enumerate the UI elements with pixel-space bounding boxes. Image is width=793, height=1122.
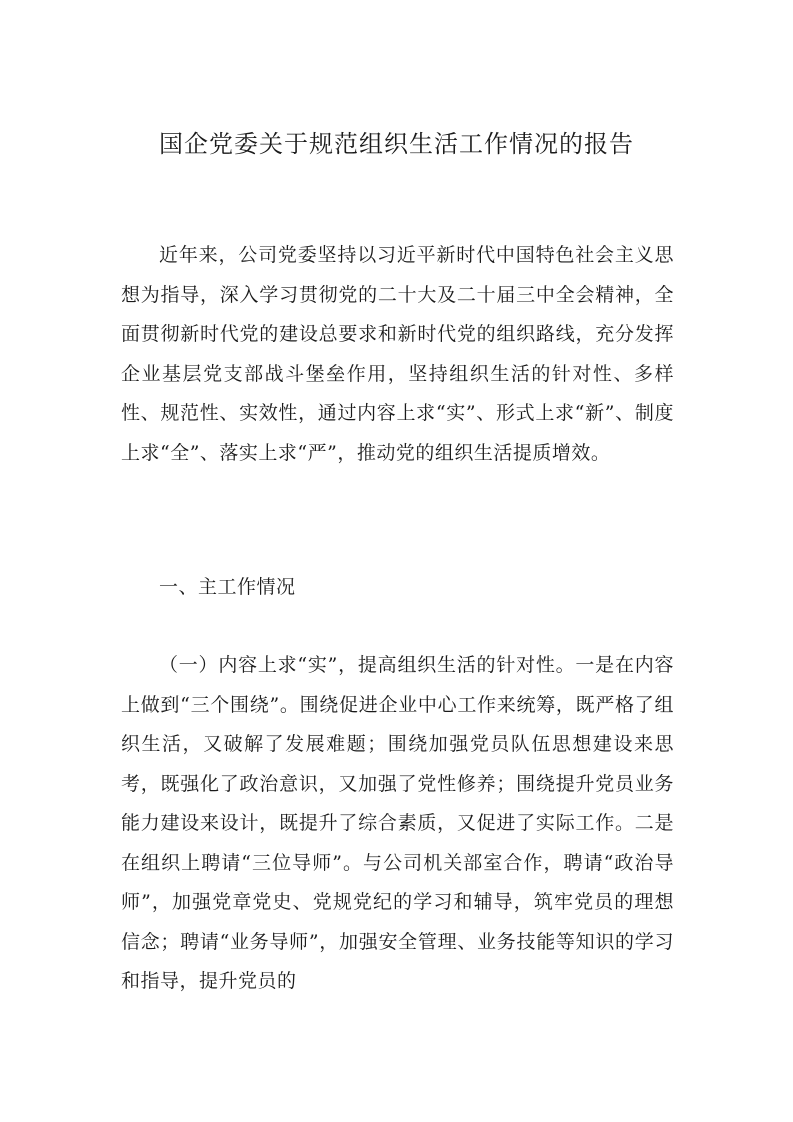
intro-paragraph: 近年来，公司党委坚持以习近平新时代中国特色社会主义思想为指导，深入学习贯彻党的二十大及二十届三中全会精神，全面贯彻新时代党的建设总要求和新时代党的组织路线，充分发挥企业基层党支部战斗堡垒作用，坚持组织生活的针对性、多样性、规范性、实效性，通过内容上求“实”、形式上求“新”、制度上求“全”、落实上求“严”，推动党的组织生活提质增效。	[121, 244, 674, 464]
section-paragraph: （一）内容上求“实”，提高组织生活的针对性。一是在内容上做到“三个围绕”。围绕促进企业中心工作来统筹，既严格了组织生活，又破解了发展难题；围绕加强党员队伍思想建设来思考，既强化了政治意识，又加强了党性修养；围绕提升党员业务能力建设来设计，既提升了综合素质，又促进了实际工作。二是在组织上聘请“三位导师”。与公司机关部室合作，聘请“政治导师”，加强党章党史、党规党纪的学习和辅导，筑牢党员的理想信念；聘请“业务导师”，加强安全管理、业务技能等知识的学习和指导，提升党员的	[121, 654, 674, 992]
section-heading: 一、主工作情况	[159, 576, 296, 598]
document-title: 国企党委关于规范组织生活工作情况的报告	[159, 130, 634, 158]
